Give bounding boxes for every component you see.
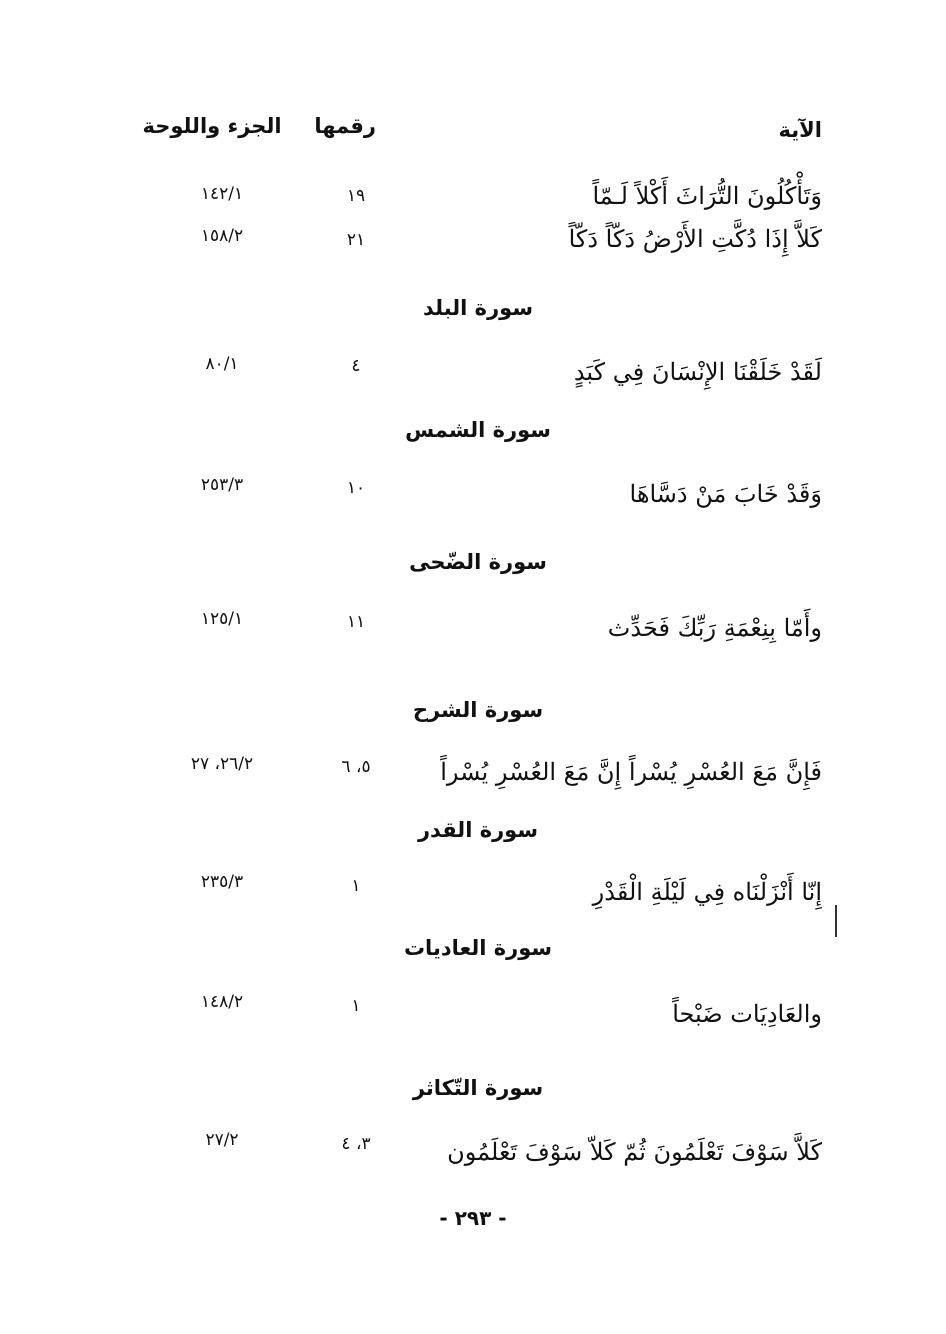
header-number: رقمها [314,114,376,138]
verse-text: وَتَأْكُلُونَ التُّرَاثَ أَكْلاً لَـمّاً [592,182,822,210]
verse-reference: ٨٠/١ [205,354,239,374]
verse-number: ٢١ [346,230,366,250]
verse-text: لَقَدْ خَلَقْنَا الإِنْسَانَ فِي كَبَدٍ [573,358,822,386]
verse-reference: ١٥٨/٢ [200,226,244,246]
header-verse: الآية [778,118,822,142]
verse-text: كَلاَّ إِذَا دُكَّتِ الأَرْضُ دَكّاً دَكّاً [568,225,822,253]
verse-reference: ٢٣٥/٣ [200,872,244,892]
verse-reference: ٢٧/٢ [205,1130,239,1150]
surah-title: سورة البلد [423,296,533,320]
verse-text: والعَادِيَات ضَبْحاً [672,1000,822,1028]
surah-title: سورة العاديات [403,936,553,960]
verse-text: وأَمّا بِنِعْمَةِ رَبِّكَ فَحَدِّث [607,614,822,642]
surah-title: سورة الضّحى [409,550,547,574]
verse-number: ١ [351,876,361,896]
verse-number: ١ [351,996,361,1016]
verse-number: ١١ [346,612,366,632]
verse-reference: ١٤٨/٢ [200,992,244,1012]
surah-title: سورة التّكاثر [412,1076,544,1100]
surah-title: سورة الشرح [412,698,544,722]
verse-number: ٥، ٦ [341,757,371,777]
verse-text: كَلاَّ سَوْفَ تَعْلَمُونَ ثُمّ كَلاّ سَوْفَ تَعْلَمُون [447,1138,822,1166]
margin-mark [835,905,837,937]
verse-reference: ١٤٢/١ [200,184,244,204]
verse-text: فَإِنَّ مَعَ العُسْرِ يُسْراً إِنَّ مَعَ العُسْرِ يُسْراً [440,758,822,786]
verse-reference: ٢٥٣/٣ [200,475,244,495]
surah-title: سورة القدر [417,818,539,842]
verse-reference: ١٢٥/١ [200,609,244,629]
verse-number: ٣، ٤ [341,1134,371,1154]
page-number: - ٢٩٣ - [439,1206,507,1230]
verse-reference: ٢٦/٢، ٢٧ [190,754,254,774]
verse-number: ١٠ [346,478,366,498]
verse-text: إِنّا أَنْزَلْنَاه فِي لَيْلَةِ الْقَدْرِ [592,878,822,906]
verse-number: ٤ [351,356,361,376]
verse-text: وَقَدْ خَابَ مَنْ دَسَّاهَا [629,480,822,508]
header-part: الجزء واللوحة [142,114,282,138]
verse-number: ١٩ [346,186,366,206]
surah-title: سورة الشمس [405,418,551,442]
